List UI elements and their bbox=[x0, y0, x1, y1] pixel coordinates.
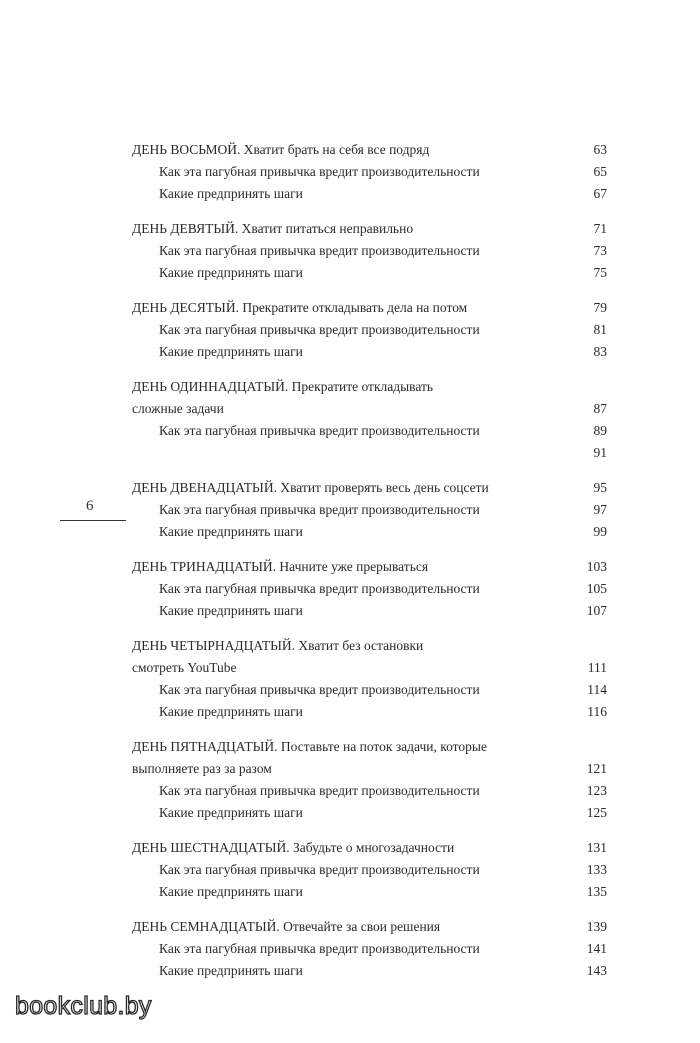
toc-subentry bbox=[132, 499, 607, 521]
toc-section bbox=[132, 376, 607, 464]
toc-entry-page: 79 bbox=[593, 300, 607, 315]
toc-entry-page: 125 bbox=[586, 805, 607, 820]
toc-entry-page: 131 bbox=[586, 840, 607, 855]
toc-chapter-entry bbox=[132, 837, 607, 859]
toc-subentry bbox=[132, 679, 607, 701]
toc-chapter-entry bbox=[132, 657, 607, 679]
toc-entry-title: Какие предпринять шаги bbox=[159, 805, 303, 820]
toc-entry-title: ДЕНЬ ШЕСТНАДЦАТЫЙ. Забудьте о многозадачности bbox=[132, 840, 455, 855]
toc-section bbox=[132, 916, 607, 982]
toc-entry-page: 99 bbox=[593, 524, 607, 539]
toc-section bbox=[132, 736, 607, 824]
toc-subentry bbox=[132, 701, 607, 723]
table-of-contents bbox=[132, 139, 607, 995]
toc-subentry bbox=[132, 341, 607, 363]
toc-chapter-entry bbox=[132, 758, 607, 780]
toc-subentry bbox=[132, 600, 607, 622]
toc-section bbox=[132, 297, 607, 363]
toc-subentry bbox=[132, 938, 607, 960]
toc-chapter-entry bbox=[132, 477, 607, 499]
toc-chapter-entry bbox=[132, 736, 607, 758]
page-number: 6 bbox=[86, 498, 94, 514]
toc-entry-title: сложные задачи bbox=[132, 401, 224, 416]
toc-entry-title: Как эта пагубная привычка вредит производительности bbox=[159, 164, 480, 179]
toc-entry-page: 107 bbox=[586, 603, 607, 618]
toc-entry-title: ДЕНЬ СЕМНАДЦАТЫЙ. Отвечайте за свои решения bbox=[132, 919, 441, 934]
toc-entry-page: 139 bbox=[586, 919, 607, 934]
toc-entry-title: смотреть YouTube bbox=[132, 660, 237, 675]
toc-section bbox=[132, 218, 607, 284]
toc-entry-page: 135 bbox=[586, 884, 607, 899]
toc-subentry bbox=[132, 802, 607, 824]
toc-entry-page: 65 bbox=[593, 164, 607, 179]
toc-entry-title: Какие предпринять шаги bbox=[159, 603, 303, 618]
toc-entry-title: Какие предпринять шаги bbox=[159, 524, 303, 539]
toc-entry-title: Как эта пагубная привычка вредит производительности bbox=[159, 423, 480, 438]
toc-section bbox=[132, 477, 607, 543]
toc-entry-title: Как эта пагубная привычка вредит производительности bbox=[159, 941, 480, 956]
toc-entry-page: 116 bbox=[587, 704, 607, 719]
toc-subentry bbox=[132, 161, 607, 183]
toc-chapter-entry bbox=[132, 376, 607, 398]
toc-entry-title: Как эта пагубная привычка вредит производительности bbox=[159, 783, 480, 798]
toc-entry-page: 97 bbox=[593, 502, 607, 517]
toc-entry-title: ДЕНЬ ДВЕНАДЦАТЫЙ. Хватит проверять весь день соцсети bbox=[132, 480, 489, 495]
toc-subentry bbox=[132, 881, 607, 903]
toc-subentry bbox=[132, 319, 607, 341]
toc-entry-title: ДЕНЬ ТРИНАДЦАТЫЙ. Начните уже прерываться bbox=[132, 559, 429, 574]
toc-entry-page: 133 bbox=[586, 862, 607, 877]
toc-section bbox=[132, 837, 607, 903]
toc-entry-title: Какие предпринять шаги bbox=[159, 344, 303, 359]
toc-entry-page: 121 bbox=[586, 761, 607, 776]
toc-entry-title: Какие предпринять шаги bbox=[159, 265, 303, 280]
toc-entry-page: 111 bbox=[587, 660, 607, 675]
toc-entry-page: 95 bbox=[593, 480, 607, 495]
toc-entry-page: 91 bbox=[593, 445, 607, 460]
toc-entry-title: Как эта пагубная привычка вредит производительности bbox=[159, 243, 480, 258]
toc-chapter-entry bbox=[132, 635, 607, 657]
toc-entry-page: 103 bbox=[586, 559, 607, 574]
toc-subentry bbox=[132, 859, 607, 881]
page-number-rule bbox=[60, 520, 126, 521]
toc-entry-title: Какие предпринять шаги bbox=[159, 186, 303, 201]
toc-entry-page: 67 bbox=[593, 186, 607, 201]
toc-entry-title: Как эта пагубная привычка вредит производительности bbox=[159, 682, 480, 697]
toc-entry-page: 141 bbox=[586, 941, 607, 956]
toc-entry-title: Как эта пагубная привычка вредит производительности bbox=[159, 581, 480, 596]
toc-entry-page: 73 bbox=[593, 243, 607, 258]
toc-section bbox=[132, 556, 607, 622]
toc-entry-page: 71 bbox=[593, 221, 607, 236]
toc-subentry bbox=[132, 578, 607, 600]
toc-entry-page: 63 bbox=[593, 142, 607, 157]
toc-entry-title: ДЕНЬ ОДИННАДЦАТЫЙ. Прекратите откладывать bbox=[132, 379, 434, 394]
toc-entry-page: 75 bbox=[593, 265, 607, 280]
toc-entry-title: Какие предпринять шаги bbox=[159, 884, 303, 899]
toc-entry-title: выполняете раз за разом bbox=[132, 761, 272, 776]
toc-entry-title: ДЕНЬ ДЕВЯТЫЙ. Хватит питаться неправильно bbox=[132, 221, 414, 236]
toc-subentry bbox=[132, 521, 607, 543]
toc-chapter-entry bbox=[132, 218, 607, 240]
toc-entry-page: 143 bbox=[586, 963, 607, 978]
toc-chapter-entry bbox=[132, 297, 607, 319]
toc-entry-page: 114 bbox=[587, 682, 607, 697]
toc-entry-title: Как эта пагубная привычка вредит производительности bbox=[159, 502, 480, 517]
toc-subentry bbox=[132, 240, 607, 262]
toc-entry-page: 89 bbox=[593, 423, 607, 438]
toc-entry-title: ДЕНЬ ЧЕТЫРНАДЦАТЫЙ. Хватит без остановки bbox=[132, 638, 424, 653]
watermark: bookclub.by bbox=[15, 992, 152, 1020]
toc-subentry bbox=[132, 420, 607, 442]
toc-subentry bbox=[132, 780, 607, 802]
toc-entry-page: 87 bbox=[593, 401, 607, 416]
toc-entry-page: 83 bbox=[593, 344, 607, 359]
toc-subentry bbox=[132, 183, 607, 205]
toc-entry-title: ДЕНЬ ВОСЬМОЙ. Хватит брать на себя все подряд bbox=[132, 142, 430, 157]
toc-chapter-entry bbox=[132, 139, 607, 161]
toc-section bbox=[132, 139, 607, 205]
toc-subentry bbox=[132, 442, 607, 464]
toc-entry-title: Какие предпринять шаги bbox=[159, 704, 303, 719]
toc-entry-title: Как эта пагубная привычка вредит производительности bbox=[159, 862, 480, 877]
toc-chapter-entry bbox=[132, 398, 607, 420]
toc-subentry bbox=[132, 262, 607, 284]
toc-subentry bbox=[132, 960, 607, 982]
toc-entry-page: 123 bbox=[586, 783, 607, 798]
toc-entry-page: 81 bbox=[593, 322, 607, 337]
toc-chapter-entry bbox=[132, 556, 607, 578]
toc-chapter-entry bbox=[132, 916, 607, 938]
toc-entry-title: Как эта пагубная привычка вредит производительности bbox=[159, 322, 480, 337]
toc-entry-title: ДЕНЬ ПЯТНАДЦАТЫЙ. Поставьте на поток задачи, которые bbox=[132, 739, 487, 754]
toc-entry-title: ДЕНЬ ДЕСЯТЫЙ. Прекратите откладывать дела на потом bbox=[132, 300, 468, 315]
toc-section bbox=[132, 635, 607, 723]
toc-entry-title: Какие предпринять шаги bbox=[159, 963, 303, 978]
toc-entry-page: 105 bbox=[586, 581, 607, 596]
